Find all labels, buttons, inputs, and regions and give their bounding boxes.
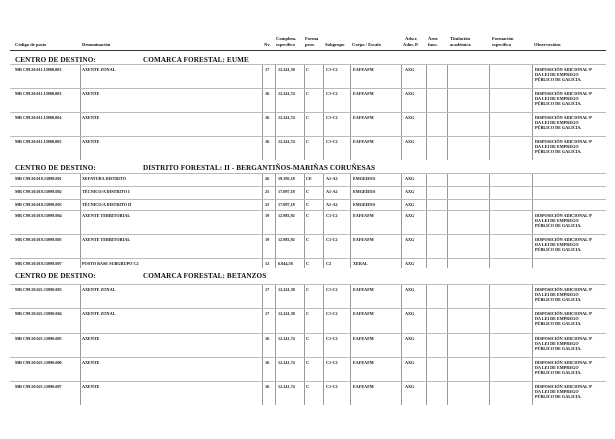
cell-complemento: 12.241,74 [278, 91, 295, 96]
column-separator [304, 173, 305, 268]
cell-corpo: EAFEAFM [353, 360, 374, 365]
cell-forma: C [306, 115, 310, 120]
column-separator [323, 284, 324, 405]
cell-complemento: 12.241,38 [278, 311, 295, 316]
observacion-line: PÚBLICO DE GALICIA. [535, 247, 582, 253]
cell-denominacion: AXENTE [82, 139, 100, 144]
observacion-line: PÚBLICO DE GALICIA. [535, 321, 582, 327]
column-separator [350, 284, 351, 405]
cell-complemento: 17.097,18 [278, 189, 295, 194]
col-denominacion: Denominación [82, 42, 111, 47]
row-rule [10, 308, 606, 309]
col-titulacion-2: académica [450, 42, 471, 47]
cell-observaciones [535, 360, 615, 376]
cell-nivel: 25 [265, 189, 270, 194]
cell-codigo: MR C99.50.021.15090.006 [15, 360, 62, 365]
row-rule [10, 88, 606, 89]
cell-nivel: 19 [265, 213, 270, 218]
cell-complemento: 12.241,74 [278, 336, 295, 341]
observacion-line: DA LEI DE EMPREGO [535, 120, 579, 126]
cell-nivel: 19 [265, 237, 270, 242]
observacion-line: PÚBLICO DE GALICIA. [535, 370, 582, 376]
cell-denominacion: AXENTE [82, 115, 100, 120]
observacion-line: DA LEI DE EMPREGO [535, 389, 579, 395]
cell-forma: C [306, 67, 310, 72]
col-codigo: Código de posto [15, 42, 47, 47]
observacion-line: PÚBLICO DE GALICIA. [535, 394, 582, 400]
col-area-1: Área [428, 36, 438, 41]
cell-subgrupo: C1-C2 [326, 115, 338, 120]
observacion-line: PÚBLICO DE GALICIA. [535, 223, 582, 229]
cell-subgrupo: C1-C2 [326, 336, 338, 341]
cell-forma: C [306, 336, 310, 341]
cell-forma: C [306, 189, 310, 194]
cell-observaciones [535, 311, 615, 327]
cell-complemento: 12.241,74 [278, 115, 295, 120]
cell-codigo: MR C99.50.018.15098.004 [15, 213, 62, 218]
col-titulacion-1: Titulación [450, 36, 471, 41]
cell-denominacion: AXENTE [82, 336, 100, 341]
cell-complemento: 6.044,58 [278, 261, 293, 266]
observacion-line: DA LEI DE EMPREGO [535, 316, 579, 322]
cell-corpo: EAFEAFM [353, 91, 374, 96]
cell-subgrupo: C1-C2 [326, 287, 338, 292]
cell-observaciones [535, 115, 615, 131]
cell-corpo: EAFEAFM [353, 213, 374, 218]
col-adscr-1: Adscr. [405, 36, 418, 41]
cell-nivel: 16 [265, 360, 270, 365]
cell-corpo: EAFEAFM [353, 336, 374, 341]
cell-observaciones [535, 139, 615, 155]
cell-subgrupo: C1-C2 [326, 311, 338, 316]
cell-observaciones [535, 336, 615, 352]
cell-subgrupo: C2 [326, 261, 332, 266]
cell-subgrupo: C1-C2 [326, 139, 338, 144]
row-rule [10, 258, 606, 259]
observacion-line: PÚBLICO DE GALICIA. [535, 149, 582, 155]
cell-adscr: AXG [405, 115, 415, 120]
row-rule [10, 333, 606, 334]
cell-observaciones [535, 384, 615, 400]
observacion-line: DISPOSICIÓN ADICIONAL 9ª [535, 311, 593, 316]
cell-forma: C [306, 287, 310, 292]
cell-adscr: AXG [405, 237, 415, 242]
cell-corpo: EMGEIEES [353, 189, 376, 194]
col-complemento-2: específico [276, 42, 295, 47]
row-rule [10, 64, 606, 65]
column-separator [275, 284, 276, 405]
cell-subgrupo: A1-A2 [326, 202, 338, 207]
col-area-2: func. [428, 42, 438, 47]
cell-corpo: EAFEAFM [353, 287, 374, 292]
cell-nivel: 16 [265, 384, 270, 389]
column-separator [304, 284, 305, 405]
cell-corpo: EAFEAFM [353, 384, 374, 389]
cell-codigo: MR C99.50.018.15098.002 [15, 189, 62, 194]
row-rule [10, 381, 606, 382]
cell-denominacion: AXENTE TERRITORIAL [82, 213, 131, 218]
cell-nivel: 17 [265, 287, 270, 292]
cell-observaciones [535, 67, 615, 83]
col-subgrupo: Subgrupo [325, 42, 345, 47]
col-corpo: Corpo / Escala [352, 42, 381, 47]
cell-codigo: MR C99.50.018.15098.003 [15, 202, 62, 207]
cell-codigo: MR C99.50.021.15090.004 [15, 311, 62, 316]
column-separator [323, 173, 324, 268]
cell-codigo: MR C99.50.018.15098.001 [15, 176, 62, 181]
column-separator [426, 173, 427, 268]
cell-adscr: AXG [405, 336, 415, 341]
row-rule [10, 199, 606, 200]
section-label: CENTRO DE DESTINO: [15, 164, 96, 172]
observacion-line: DA LEI DE EMPREGO [535, 144, 579, 150]
cell-forma: C [306, 202, 310, 207]
observacion-line: PÚBLICO DE GALICIA. [535, 125, 582, 131]
cell-observaciones [535, 213, 615, 229]
row-rule [10, 186, 606, 187]
section-name: DISTRITO FORESTAL: II - BERGANTIÑOS-MARIÑAS CORUÑESAS [143, 164, 376, 172]
column-separator [350, 173, 351, 268]
cell-forma: C [306, 91, 310, 96]
col-formacion-1: Formación [492, 36, 514, 41]
cell-nivel: 16 [265, 91, 270, 96]
cell-forma: C [306, 311, 310, 316]
column-separator [401, 173, 402, 268]
section-name: COMARCA FORESTAL: BETANZOS [143, 272, 267, 280]
observacion-line: DISPOSICIÓN ADICIONAL 9ª [535, 67, 593, 72]
cell-adscr: AXG [405, 139, 415, 144]
column-separator [447, 284, 448, 405]
cell-adscr: AXG [405, 202, 415, 207]
cell-corpo: EMGEIEES [353, 176, 376, 181]
cell-codigo: MR C99.50.018.15098.007 [15, 261, 62, 266]
observacion-line: DISPOSICIÓN ADICIONAL 9ª [535, 336, 593, 341]
row-rule [10, 234, 606, 235]
cell-denominacion: TÉCNICO/A DISTRITO II [82, 202, 132, 207]
cell-adscr: AXG [405, 213, 415, 218]
cell-forma: C [306, 360, 310, 365]
cell-codigo: MR C99.50.021.15090.005 [15, 336, 62, 341]
cell-nivel: 17 [265, 67, 270, 72]
observacion-line: DISPOSICIÓN ADICIONAL 9ª [535, 139, 593, 144]
cell-subgrupo: C1-C2 [326, 67, 338, 72]
section-label: CENTRO DE DESTINO: [15, 272, 96, 280]
cell-adscr: AXG [405, 311, 415, 316]
col-complemento-1: Complem. [276, 36, 297, 41]
observacion-line: DISPOSICIÓN ADICIONAL 9ª [535, 213, 593, 218]
row-rule [10, 136, 606, 137]
cell-complemento: 12.241,38 [278, 287, 295, 292]
cell-denominacion: XEFATURA DISTRITO [82, 176, 126, 181]
cell-forma: C [306, 213, 310, 218]
cell-denominacion: AXENTE [82, 91, 100, 96]
cell-complemento: 12.241,74 [278, 360, 295, 365]
cell-corpo: EAFEAFM [353, 67, 374, 72]
observacion-line: DA LEI DE EMPREGO [535, 292, 579, 298]
column-separator [275, 173, 276, 268]
cell-complemento: 12.983,92 [278, 213, 295, 218]
observacion-line: PÚBLICO DE GALICIA. [535, 77, 582, 83]
column-separator [401, 284, 402, 405]
cell-observaciones [535, 287, 615, 303]
cell-denominacion: AXENTE ZONAL [82, 287, 116, 292]
row-rule [10, 284, 606, 285]
cell-corpo: EAFEAFM [353, 139, 374, 144]
observacion-line: DA LEI DE EMPREGO [535, 242, 579, 248]
cell-forma: C [306, 237, 310, 242]
cell-nivel: 17 [265, 311, 270, 316]
cell-corpo: EMGEIEES [353, 202, 376, 207]
row-rule [10, 173, 606, 174]
observacion-line: DISPOSICIÓN ADICIONAL 9ª [535, 91, 593, 96]
cell-nivel: 16 [265, 139, 270, 144]
column-separator [489, 284, 490, 405]
cell-subgrupo: C1-C2 [326, 384, 338, 389]
observacion-line: DISPOSICIÓN ADICIONAL 9ª [535, 115, 593, 120]
cell-complemento: 12.983,92 [278, 237, 295, 242]
section-label: CENTRO DE DESTINO: [15, 56, 96, 64]
cell-denominacion: AXENTE ZONAL [82, 311, 116, 316]
column-separator [447, 173, 448, 268]
cell-denominacion: AXENTE TERRITORIAL [82, 237, 131, 242]
col-observaciones: Observacións [534, 42, 561, 47]
cell-subgrupo: C1-C2 [326, 91, 338, 96]
cell-nivel: 26 [265, 176, 270, 181]
cell-adscr: AXG [405, 189, 415, 194]
cell-nivel: 16 [265, 115, 270, 120]
cell-forma: C [306, 384, 310, 389]
section-name: COMARCA FORESTAL: EUME [143, 56, 249, 64]
cell-adscr: AXG [405, 261, 415, 266]
cell-subgrupo: C1-C2 [326, 237, 338, 242]
observacion-line: PÚBLICO DE GALICIA. [535, 101, 582, 107]
cell-corpo: EAFEAFM [353, 311, 374, 316]
column-separator [426, 284, 427, 405]
cell-denominacion: AXENTE [82, 384, 100, 389]
cell-forma: C [306, 139, 310, 144]
observacion-line: DISPOSICIÓN ADICIONAL 9ª [535, 237, 593, 242]
cell-subgrupo: A1-A2 [326, 189, 338, 194]
column-separator [262, 173, 263, 268]
column-separator [262, 284, 263, 405]
cell-nivel: 12 [265, 261, 270, 266]
cell-adscr: AXG [405, 287, 415, 292]
cell-nivel: 25 [265, 202, 270, 207]
cell-subgrupo: C1-C2 [326, 213, 338, 218]
cell-denominacion: AXENTE ZONAL [82, 67, 116, 72]
observacion-line: DISPOSICIÓN ADICIONAL 9ª [535, 287, 593, 292]
cell-adscr: AXG [405, 360, 415, 365]
observacion-line: DA LEI DE EMPREGO [535, 218, 579, 224]
cell-corpo: XERAL [353, 261, 368, 266]
cell-forma: CE [306, 176, 312, 181]
observacion-line: DA LEI DE EMPREGO [535, 341, 579, 347]
cell-subgrupo: C1-C2 [326, 360, 338, 365]
column-separator [80, 173, 81, 268]
col-forma-1: Forma [305, 36, 319, 41]
cell-nivel: 16 [265, 336, 270, 341]
cell-complemento: 12.241,74 [278, 139, 295, 144]
cell-denominacion: TÉCNICO/A DISTRITO I [82, 189, 130, 194]
col-formacion-2: específica [492, 42, 511, 47]
cell-denominacion: POSTO BASE SUBGRUPO C2 [82, 261, 139, 266]
observacion-line: DA LEI DE EMPREGO [535, 365, 579, 371]
row-rule [10, 357, 606, 358]
cell-denominacion: AXENTE [82, 360, 100, 365]
col-forma-2: prov. [305, 42, 315, 47]
cell-subgrupo: A1-A2 [326, 176, 338, 181]
cell-codigo: MR C99.50.018.15098.005 [15, 237, 62, 242]
col-adscr-2: Adm. P. [403, 42, 419, 47]
observacion-line: PÚBLICO DE GALICIA. [535, 297, 582, 303]
cell-complemento: 12.241,74 [278, 384, 295, 389]
cell-complemento: 19.395,18 [278, 176, 295, 181]
cell-corpo: EAFEAFM [353, 237, 374, 242]
cell-codigo: MR C99.50.011.15080.003 [15, 91, 62, 96]
col-nivel: Nv. [264, 42, 271, 47]
observacion-line: DA LEI DE EMPREGO [535, 72, 579, 78]
cell-complemento: 17.097,18 [278, 202, 295, 207]
cell-codigo: MR C99.50.011.15080.004 [15, 115, 62, 120]
column-separator [80, 284, 81, 405]
cell-adscr: AXG [405, 384, 415, 389]
observacion-line: PÚBLICO DE GALICIA. [535, 346, 582, 352]
cell-codigo: MR C99.50.011.15080.003 [15, 67, 62, 72]
observacion-line: DISPOSICIÓN ADICIONAL 9ª [535, 384, 593, 389]
row-rule [10, 210, 606, 211]
row-rule [10, 112, 606, 113]
cell-adscr: AXG [405, 91, 415, 96]
cell-corpo: EAFEAFM [353, 115, 374, 120]
observacion-line: DA LEI DE EMPREGO [535, 96, 579, 102]
cell-codigo: MR C99.50.021.15090.003 [15, 287, 62, 292]
cell-observaciones [535, 237, 615, 253]
observacion-line: DISPOSICIÓN ADICIONAL 9ª [535, 360, 593, 365]
cell-forma: C [306, 261, 310, 266]
cell-codigo: MR C99.50.011.15080.005 [15, 139, 62, 144]
cell-adscr: AXG [405, 67, 415, 72]
cell-complemento: 12.241,38 [278, 67, 295, 72]
header-rule [10, 50, 606, 51]
column-separator [489, 173, 490, 268]
cell-codigo: MR C99.50.021.15090.007 [15, 384, 62, 389]
column-separator [532, 173, 533, 268]
cell-adscr: AXG [405, 176, 415, 181]
column-separator [532, 284, 533, 405]
cell-observaciones [535, 91, 615, 107]
